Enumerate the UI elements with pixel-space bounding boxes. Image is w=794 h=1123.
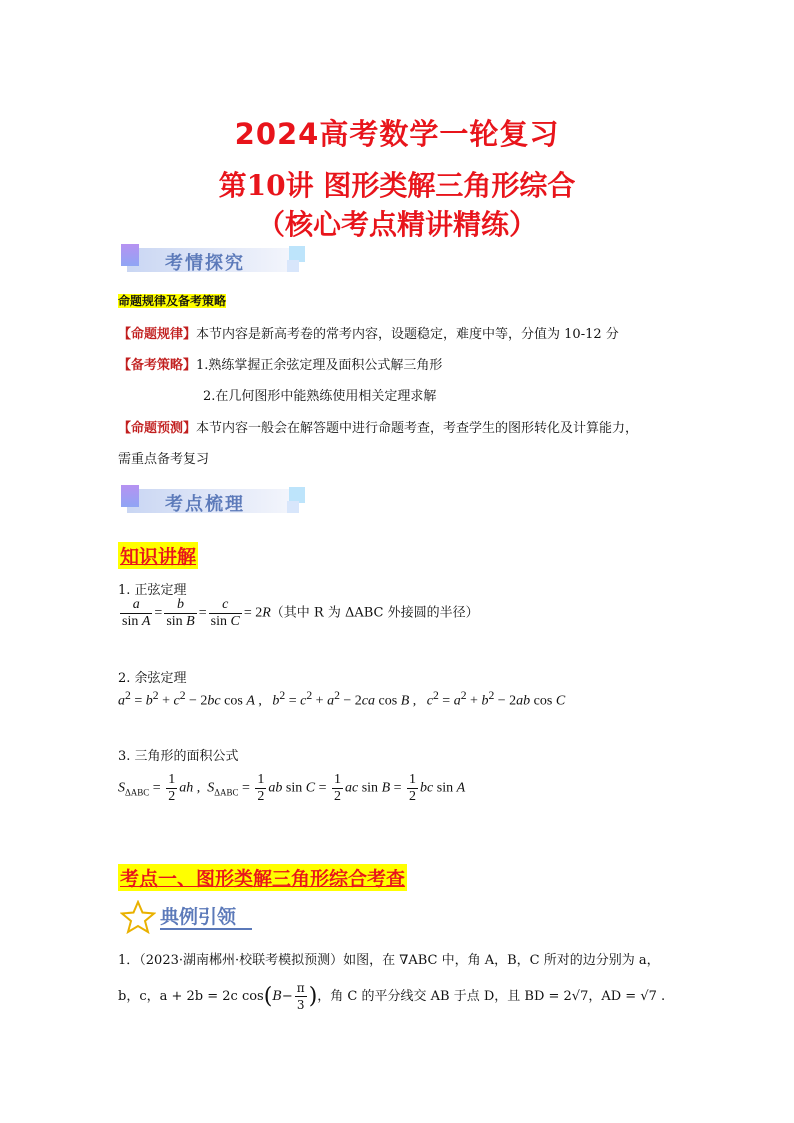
rule-line (118, 323, 619, 342)
subtitle: （核心考点精讲精练） (256, 208, 537, 241)
banner-label: 考情探究 (165, 253, 245, 274)
banner-exam-info (121, 244, 311, 280)
topic1-heading: 考点一、图形类解三角形综合考查 (118, 864, 407, 891)
example-title: 典例引领 (160, 906, 237, 928)
strategy-1: 1.熟练掌握正余弦定理及面积公式解三角形 (196, 358, 443, 373)
strategy-2: 2.在几何图形中能熟练使用相关定理求解 (203, 389, 437, 404)
strategy-tag: 【备考策略】 (118, 358, 197, 373)
predict-text: 本节内容一般会在解答题中进行命题考查，考查学生的图形转化及计算能力， (196, 421, 639, 436)
banner-decor-square (121, 244, 139, 266)
knowledge-heading: 知识讲解 (118, 542, 198, 569)
predict-text-2: 需重点备考复习 (118, 452, 210, 467)
sine-law-formula: $\frac{a}{\text{sin A}}$ = $\frac{b}{\text{sin B}}$ = $\frac{c}{\text{sin C}}$ = 2R（其中 R 为 ΔABC 外接圆的半径） (122, 597, 479, 629)
predict-line (118, 417, 638, 436)
banner-decor-square (287, 260, 299, 272)
banner-label: 考点梳理 (165, 494, 245, 515)
main-title: 2024高考数学一轮复习 (234, 117, 560, 151)
example-title-underline (160, 928, 252, 930)
lecture-title: 第10讲 图形类解三角形综合 (218, 169, 576, 202)
cosine-law-formula: $a^2 = b^2 + c^2 - 2bc$ cos A , $b^2 = c^2 + a^2 - 2ca$ cos B , $c^2 = a^2 + b^2 - 2ab$ cos C (118, 689, 566, 709)
banner-key-points (121, 485, 311, 521)
area-formula-title: 3. 三角形的面积公式 (118, 749, 239, 764)
exam-info-heading: 命题规律及备考策略 (118, 294, 227, 308)
star-icon (120, 900, 156, 934)
problem-line-2: b，c，a + 2b = 2c cos(B− $\frac{\pi}{3}$ )，角 C 的平分线交 AB 于点 D，且 BD = 2√7，AD = √7 . (118, 981, 666, 1012)
problem-line-1: 1．（2023·湖南郴州·校联考模拟预测）如图，在 ∇ABC 中，角 A，B，C 所对的边分别为 a， (118, 953, 660, 968)
cosine-law-title: 2. 余弦定理 (118, 671, 187, 686)
banner-decor-square (121, 485, 139, 507)
rule-tag: 【命题规律】 (118, 327, 197, 342)
strategy-line (118, 354, 442, 373)
predict-tag: 【命题预测】 (118, 421, 197, 436)
area-formula: $S_{\Delta ABC}$ = $\frac{1}{2}$ ah , $S_{\Delta ABC}$ = $\frac{1}{2}$ ab sin C = $\frac{1}{2}$ ac sin B = $\frac{1}{2}$ bc sin A (118, 772, 466, 804)
banner-decor-square (287, 501, 299, 513)
sine-law-title: 1. 正弦定理 (118, 583, 187, 598)
rule-text: 本节内容是新高考卷的常考内容，设题稳定，难度中等，分值为 10-12 分 (196, 327, 619, 342)
sine-law-note: （其中 R 为 ΔABC 外接圆的半径） (270, 605, 479, 621)
